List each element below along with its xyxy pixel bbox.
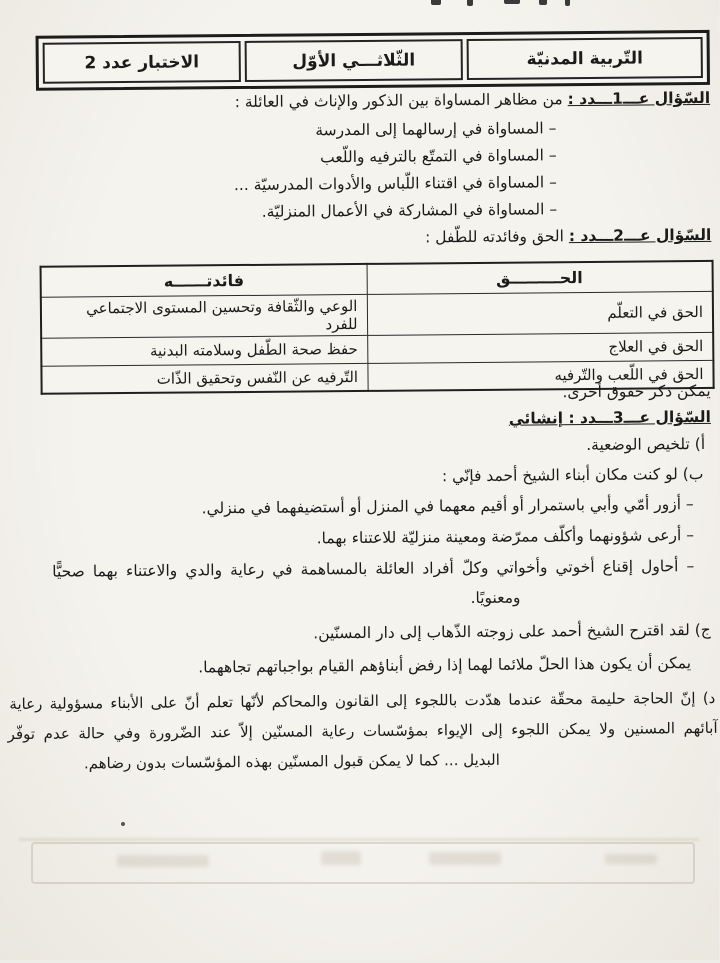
question-1-intro: من مظاهر المساواة بين الذكور والإناث في العائلة : [235,90,564,112]
question-1-heading [236,88,712,113]
q1-bullet-item: – المساواة في اقتناء اللّباس والأدوات المدرسيّة ... [234,173,558,195]
answer-c-line-2: يمكن أن يكون هذا الحلّ ملائما لهما إذا رفض أبناؤهم القيام بواجباتهم تجاههما. [199,654,693,677]
question-2-heading [426,225,712,248]
table-row [42,291,714,338]
answer-b-intro: ب) لو كنت مكان أبناء الشيخ أحمد فإنّي : [442,464,705,486]
benefit-cell: التّرفيه عن النّفس وتحقيق الذّات [42,363,368,394]
header-cell-exam-number [44,41,242,84]
header-cell-subject [468,37,704,80]
right-cell: الحق في اللّعب والتّرفيه [368,360,714,391]
answer-b-item: – أزور أمّي وأبي باستمرار أو أقيم معهما في المنزل أو أستضيفهما في منزلي. [202,495,695,518]
q1-bullet-item: – المساواة في المشاركة في الأعمال المنزليّة. [262,200,559,221]
exam-number: الاختبار عدد 2 [85,51,201,73]
answer-d-line-1: د) إنّ الحاجة حليمة محقّة عندما هدّدت باللجوء إلى القانون والمحاكم لأنّها تعلم أنّ على الأبناء مسؤولية رعاية [10,688,717,714]
column-header-right: الحـــــــــق [368,261,714,294]
right-cell: الحق في التعلّم [368,291,714,335]
answer-c-line-1: ج) لقد اقترح الشيخ أحمد على زوجته الذّهاب إلى دار المسنّين. [314,620,712,643]
question-2-label: السّؤال عـــ2ـــدد : [569,225,713,246]
q1-bullet-item: – المساواة في إرسالهما إلى المدرسة [316,119,558,140]
column-header-benefit: فائدتــــــه [42,264,368,297]
note-other-rights: يمكن ذكر حقوق أخرى. [563,381,712,402]
header-cell-term [246,39,464,82]
benefit-cell: حفظ صحة الطّفل وسلامته البدنية [42,335,368,366]
answer-d-line-3: البديل ... كما لا يمكن قبول المسنّين بهذه المؤسّسات بدون رضاهم. [84,750,501,773]
answer-a: أ) تلخيص الوضعية. [587,434,707,455]
exam-header-table [37,30,711,91]
answer-b-item: – أرعى شؤونهما وأكلّف ممرّضة ومعينة منزليّة للاعتناء بهما. [317,526,695,548]
question-3-heading: السّؤال عـــ3ـــدد : إنشائي [509,407,712,428]
subject-title: التّربية المدنيّة [527,48,645,70]
answer-d-line-2: آبائهم المسنين ولا يمكن اللجوء إلى الإيواء بمؤسّسات رعاية المسنّين إلاّ عند الضّرورة وفي حالة عدم توفّر [8,718,719,744]
benefit-cell: الوعي والثّقافة وتحسين المستوى الاجتماعي للفرد [42,294,368,338]
rights-benefits-table [41,260,716,395]
question-1-label: السّؤال عـــ1ـــدد : [568,88,712,109]
term-title: الثّلاثـــي الأوّل [293,49,417,72]
answer-b-item-continuation: ومعنويًا. [471,588,522,608]
right-cell: الحق في العلاج [368,332,714,363]
q1-bullet-item: – المساواة في التمتّع بالترفيه واللّعب [321,146,558,167]
answer-b-item: – أحاول إقناع أخوتي وأخواتي وكلّ أفراد العائلة بالمساهمة في رعاية والدي والاعتناء بهما صحيًّا [53,557,696,581]
question-2-intro: الحق وفائدته للطّفل : [426,227,565,247]
